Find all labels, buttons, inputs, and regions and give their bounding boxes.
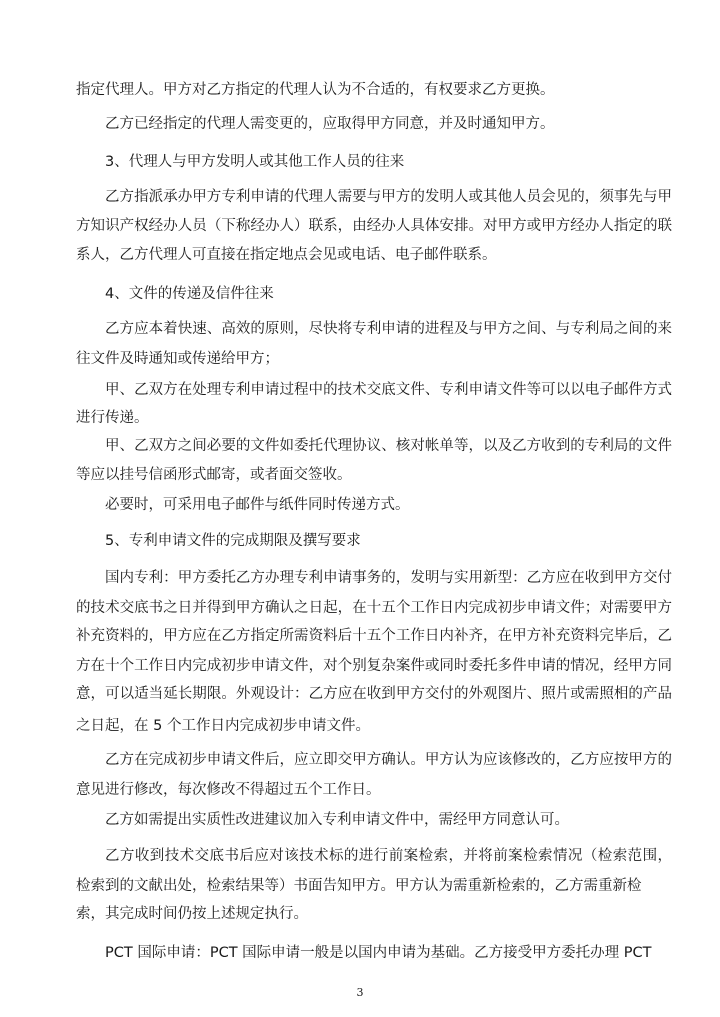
text-line: 等应以挂号信函形式邮寄，或者面交签收。 xyxy=(76,467,352,483)
section-heading: 4、文件的传递及信件往来 xyxy=(105,286,274,302)
text-line: 索，其完成时间仍按上述规定执行。 xyxy=(76,906,308,922)
text-line: 乙方在完成初步申请文件后，应立即交甲方确认。甲方认为应该修改的，乙方应按甲方的 xyxy=(105,752,672,768)
text-line: PCT 国际申请：PCT 国际申请一般是以国内申请为基础。乙方接受甲方委托办理 PCT xyxy=(105,945,652,961)
section-heading: 5、专利申请文件的完成期限及撰写要求 xyxy=(105,533,361,549)
text-line: 补充资料的，甲方应在乙方指定所需资料后十五个工作日内补齐，在甲方补充资料完毕后，乙 xyxy=(76,628,672,644)
text-line: 方知识产权经办人员（下称经办人）联系，由经办人具体安排。对甲方或甲方经办人指定的联 xyxy=(76,218,672,234)
text-line: 往文件及時通知或传递给甲方； xyxy=(76,351,279,367)
text-line: 系人，乙方代理人可直接在指定地点会见或电话、电子邮件联系。 xyxy=(76,247,497,263)
text-line: 意见进行修改，每次修改不得超过五个工作日。 xyxy=(76,782,381,798)
text-line: 方在十个工作日内完成初步申请文件，对个别复杂案件或同时委托多件申请的情况，经甲方同 xyxy=(76,658,672,674)
text-line: 乙方收到技术交底书后应对该技术标的进行前案检索，并将前案检索情况（检索范围， xyxy=(105,848,672,864)
page-number: 3 xyxy=(356,986,364,999)
text-line: 乙方应本着快速、高效的原则，尽快将专利申请的进程及与甲方之间、与专利局之间的来 xyxy=(105,321,672,337)
text-line: 之日起，在 5 个工作日内完成初步申请文件。 xyxy=(76,718,370,734)
text-line: 指定代理人。甲方对乙方指定的代理人认为不合适的，有权要求乙方更换。 xyxy=(76,82,555,98)
section-heading: 3、代理人与甲方发明人或其他工作人员的往来 xyxy=(105,154,405,170)
text-line: 甲、乙双方在处理专利申请过程中的技术交底文件、专利申请文件等可以以电子邮件方式 xyxy=(105,382,672,398)
text-line: 必要时，可采用电子邮件与纸件同时传递方式。 xyxy=(105,497,410,513)
text-line: 进行传递。 xyxy=(76,410,149,426)
text-line: 乙方已经指定的代理人需变更的，应取得甲方同意，并及时通知甲方。 xyxy=(105,116,555,132)
text-line: 意，可以适当延长期限。外观设计：乙方应在收到甲方交付的外观图片、照片或需照相的产品 xyxy=(76,686,672,702)
text-line: 甲、乙双方之间必要的文件如委托代理协议、核对帐单等，以及乙方收到的专利局的文件 xyxy=(105,438,672,454)
text-line: 的技术交底书之日并得到甲方确认之日起，在十五个工作日内完成初步申请文件；对需要甲方 xyxy=(76,600,672,616)
text-line: 乙方如需提出实质性改进建议加入专利申请文件中，需经甲方同意认可。 xyxy=(105,812,569,828)
text-line: 检索到的文献出处，检索结果等）书面告知甲方。甲方认为需重新检索的，乙方需重新检 xyxy=(76,878,642,894)
text-line: 国内专利：甲方委托乙方办理专利申请事务的，发明与实用新型：乙方应在收到甲方交付 xyxy=(105,570,672,586)
text-line: 乙方指派承办甲方专利申请的代理人需要与甲方的发明人或其他人员会见的，须事先与甲 xyxy=(105,189,672,205)
